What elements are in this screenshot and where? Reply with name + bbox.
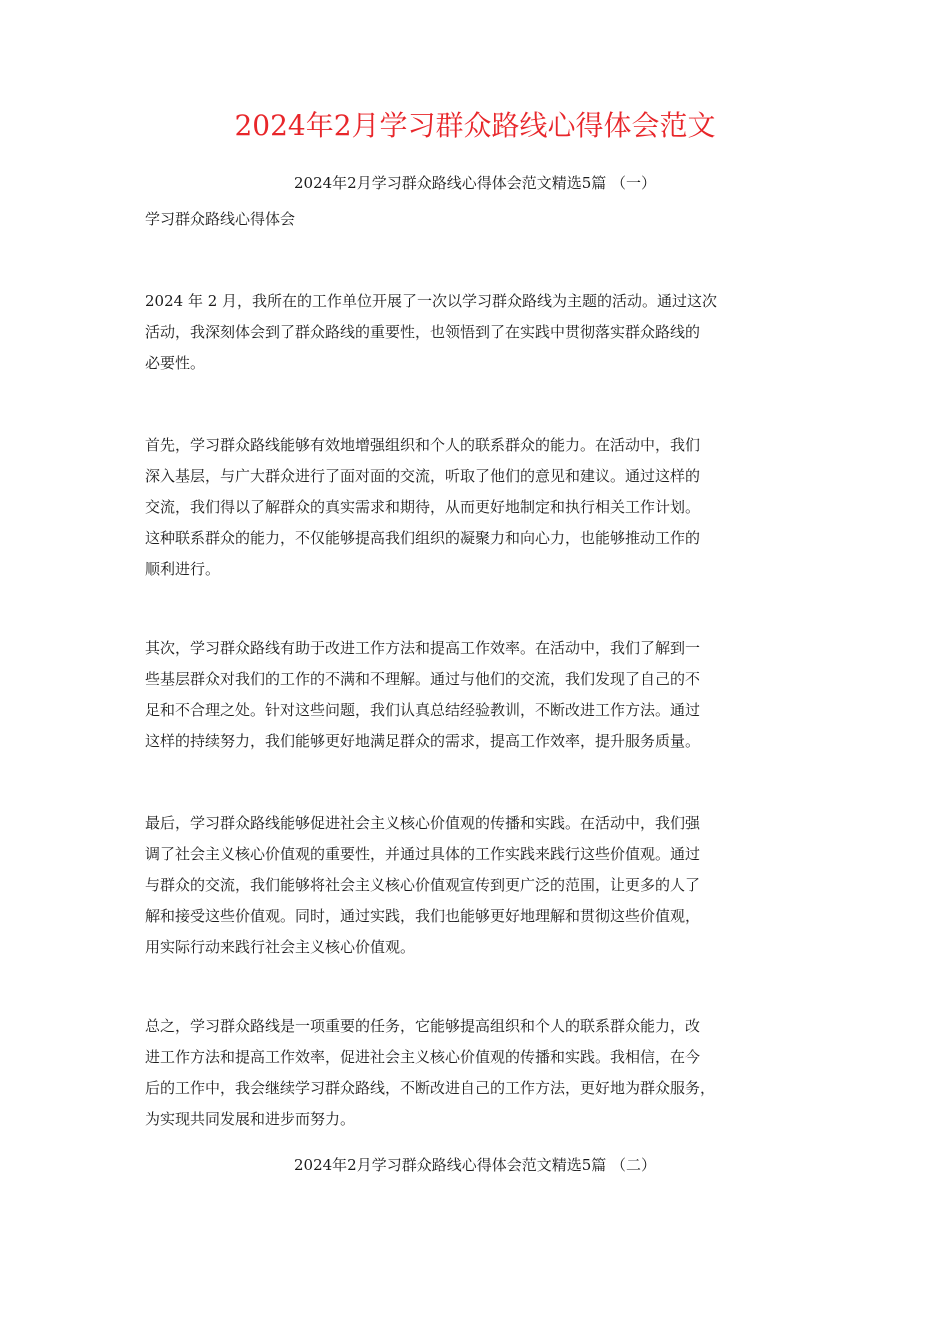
paragraph-conclusion [145, 1011, 820, 1135]
paragraph-first [145, 430, 820, 585]
paragraph-second [145, 633, 820, 757]
paragraph-line: 活动，我深刻体会到了群众路线的重要性，也领悟到了在实践中贯彻落实群众路线的 [145, 323, 701, 341]
paragraph-line: 解和接受这些价值观。同时，通过实践，我们也能够更好地理解和贯彻这些价值观， [145, 907, 701, 925]
paragraph-line: 用实际行动来践行社会主义核心价值观。 [145, 938, 416, 956]
paragraph-third [145, 808, 820, 963]
paragraph-line: 首先，学习群众路线能够有效地增强组织和个人的联系群众的能力。在活动中，我们 [145, 436, 701, 454]
paragraph-line: 必要性。 [145, 354, 206, 372]
paragraph-line: 与群众的交流，我们能够将社会主义核心价值观宣传到更广泛的范围，让更多的人了 [145, 876, 701, 894]
paragraph-line: 深入基层，与广大群众进行了面对面的交流，听取了他们的意见和建议。通过这样的 [145, 467, 701, 485]
section-two-heading: 2024年2月学习群众路线心得体会范文精选5篇 （二） [293, 1156, 657, 1174]
paragraph-intro [145, 286, 820, 379]
document-title: 2024年2月学习群众路线心得体会范文 [234, 109, 716, 142]
section-one-subheading: 学习群众路线心得体会 [145, 210, 296, 228]
paragraph-line: 些基层群众对我们的工作的不满和不理解。通过与他们的交流，我们发现了自己的不 [145, 670, 701, 688]
paragraph-line: 总之，学习群众路线是一项重要的任务，它能够提高组织和个人的联系群众能力，改 [145, 1017, 701, 1035]
section-one-heading: 2024年2月学习群众路线心得体会范文精选5篇 （一） [293, 174, 657, 192]
paragraph-line: 最后，学习群众路线能够促进社会主义核心价值观的传播和实践。在活动中，我们强 [145, 814, 701, 832]
paragraph-line: 为实现共同发展和进步而努力。 [145, 1110, 356, 1128]
paragraph-line: 足和不合理之处。针对这些问题，我们认真总结经验教训，不断改进工作方法。通过 [145, 701, 701, 719]
paragraph-line: 顺利进行。 [145, 560, 221, 578]
paragraph-line: 调了社会主义核心价值观的重要性，并通过具体的工作实践来践行这些价值观。通过 [145, 845, 701, 863]
paragraph-line: 后的工作中，我会继续学习群众路线，不断改进自己的工作方法，更好地为群众服务， [145, 1079, 716, 1097]
paragraph-line: 这样的持续努力，我们能够更好地满足群众的需求，提高工作效率，提升服务质量。 [145, 732, 701, 750]
paragraph-line: 进工作方法和提高工作效率，促进社会主义核心价值观的传播和实践。我相信，在今 [145, 1048, 701, 1066]
paragraph-line: 其次，学习群众路线有助于改进工作方法和提高工作效率。在活动中，我们了解到一 [145, 639, 701, 657]
paragraph-line: 这种联系群众的能力，不仅能够提高我们组织的凝聚力和向心力，也能够推动工作的 [145, 529, 701, 547]
paragraph-line: 交流，我们得以了解群众的真实需求和期待，从而更好地制定和执行相关工作计划。 [145, 498, 701, 516]
paragraph-line: 2024 年 2 月，我所在的工作单位开展了一次以学习群众路线为主题的活动。通过这次 [145, 292, 718, 310]
